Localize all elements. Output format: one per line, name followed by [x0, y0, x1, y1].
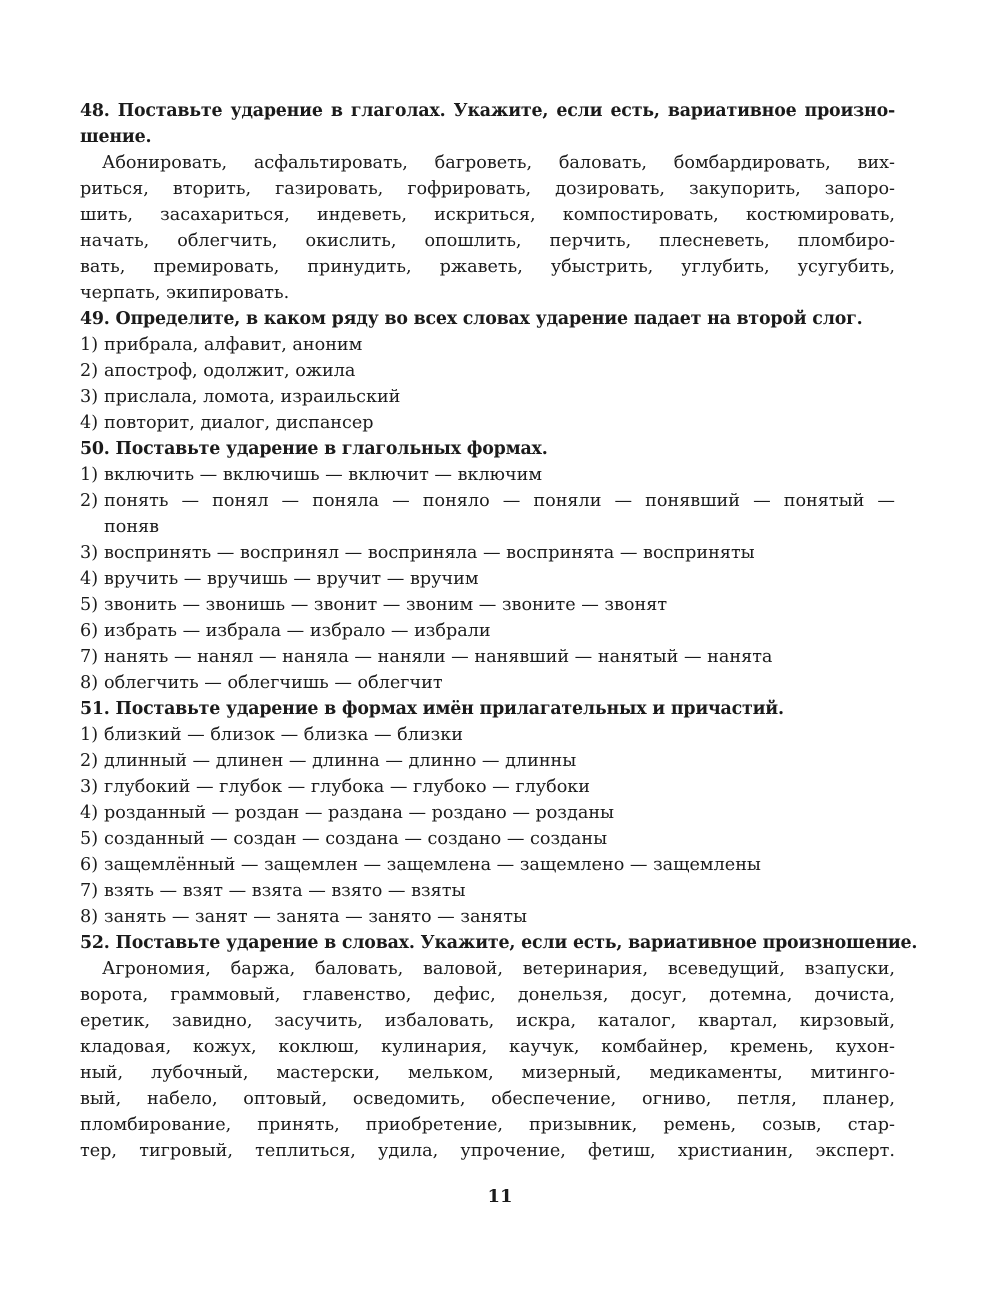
- task-49-title: 49. Определите, в каком ряду во всех словах ударение падает на второй слог.: [80, 309, 863, 329]
- list-item: 8) занять — занят — занята — занято — заняты: [80, 907, 527, 927]
- option-item: 2) апостроф, одолжит, ожила: [80, 361, 356, 381]
- task-51-items: [80, 722, 895, 930]
- task-49-options: [80, 332, 895, 436]
- task-48-words: Абонировать, асфальтировать, багроветь, баловать, бомбардировать, вих- риться, вторить, газировать, гофрировать, дозировать, закупорить, запоро- шить, засахариться, индеветь, искриться, компостировать, костюмировать, начать, облегчить, окислить, опошлить, перчить, плесневеть, пломбиро- вать, премировать, принудить, ржаветь, убыстрить, углубить, усугубить, черпать, экипировать.: [80, 153, 895, 303]
- list-item: 2) понять — понял — поняла — поняло — поняли — понявший — понятый — поняв: [80, 491, 895, 537]
- list-item: 2) длинный — длинен — длинна — длинно — длинны: [80, 751, 577, 771]
- list-item: 1) близкий — близок — близка — близки: [80, 725, 463, 745]
- list-item: 4) вручить — вручишь — вручит — вручим: [80, 569, 479, 589]
- task-50-title: 50. Поставьте ударение в глагольных формах.: [80, 439, 548, 459]
- list-item: 5) звонить — звонишь — звонит — звоним — звоните — звонят: [80, 595, 668, 615]
- page-number: 11: [487, 1186, 513, 1207]
- option-item: 1) прибрала, алфавит, аноним: [80, 335, 363, 355]
- list-item: 6) избрать — избрала — избрало — избрали: [80, 621, 491, 641]
- list-item: 7) нанять — нанял — наняла — наняли — нанявший — нанятый — нанята: [80, 647, 773, 667]
- list-item: 8) облегчить — облегчишь — облегчит: [80, 673, 443, 693]
- task-50-items: [80, 462, 895, 696]
- task-51-title: 51. Поставьте ударение в формах имён прилагательных и причастий.: [80, 699, 784, 719]
- task-52-words: Агрономия, баржа, баловать, валовой, ветеринария, всеведущий, взапуски, ворота, граммовый, главенство, дефис, донельзя, досуг, дотемна, дочиста, еретик, завидно, засучить, избаловать, искра, каталог, квартал, кирзовый, кладовая, кожух, коклюш, кулинария, каучук, комбайнер, кремень, кухон- ный, лубочный, мастерски, мельком, мизерный, медикаменты, митинго- вый, набело, оптовый, осведомить, обеспечение, огниво, петля, планер, пломбирование, принять, приобретение, призывник, ремень, созыв, стар- тер, тигровый, теплиться, удила, упрочение, фетиш, христианин, эксперт.: [80, 959, 895, 1161]
- task-52-title: 52. Поставьте ударение в словах. Укажите, если есть, вариативное произношение.: [80, 933, 918, 953]
- list-item: 7) взять — взят — взята — взято — взяты: [80, 881, 466, 901]
- list-item: 5) созданный — создан — создана — создано — созданы: [80, 829, 608, 849]
- page-content: [80, 98, 918, 1164]
- option-item: 4) повторит, диалог, диспансер: [80, 413, 374, 433]
- list-item: 1) включить — включишь — включит — включим: [80, 465, 543, 485]
- option-item: 3) прислала, ломота, израильский: [80, 387, 401, 407]
- list-item: 6) защемлённый — защемлен — защемлена — защемлено — защемлены: [80, 855, 761, 875]
- list-item: 4) розданный — роздан — раздана — роздано — розданы: [80, 803, 615, 823]
- list-item: 3) воспринять — воспринял — восприняла — воспринята — восприняты: [80, 543, 755, 563]
- list-item: 3) глубокий — глубок — глубока — глубоко — глубоки: [80, 777, 591, 797]
- task-48-title: 48. Поставьте ударение в глаголах. Укажите, если есть, вариативное произно- шение.: [80, 101, 895, 147]
